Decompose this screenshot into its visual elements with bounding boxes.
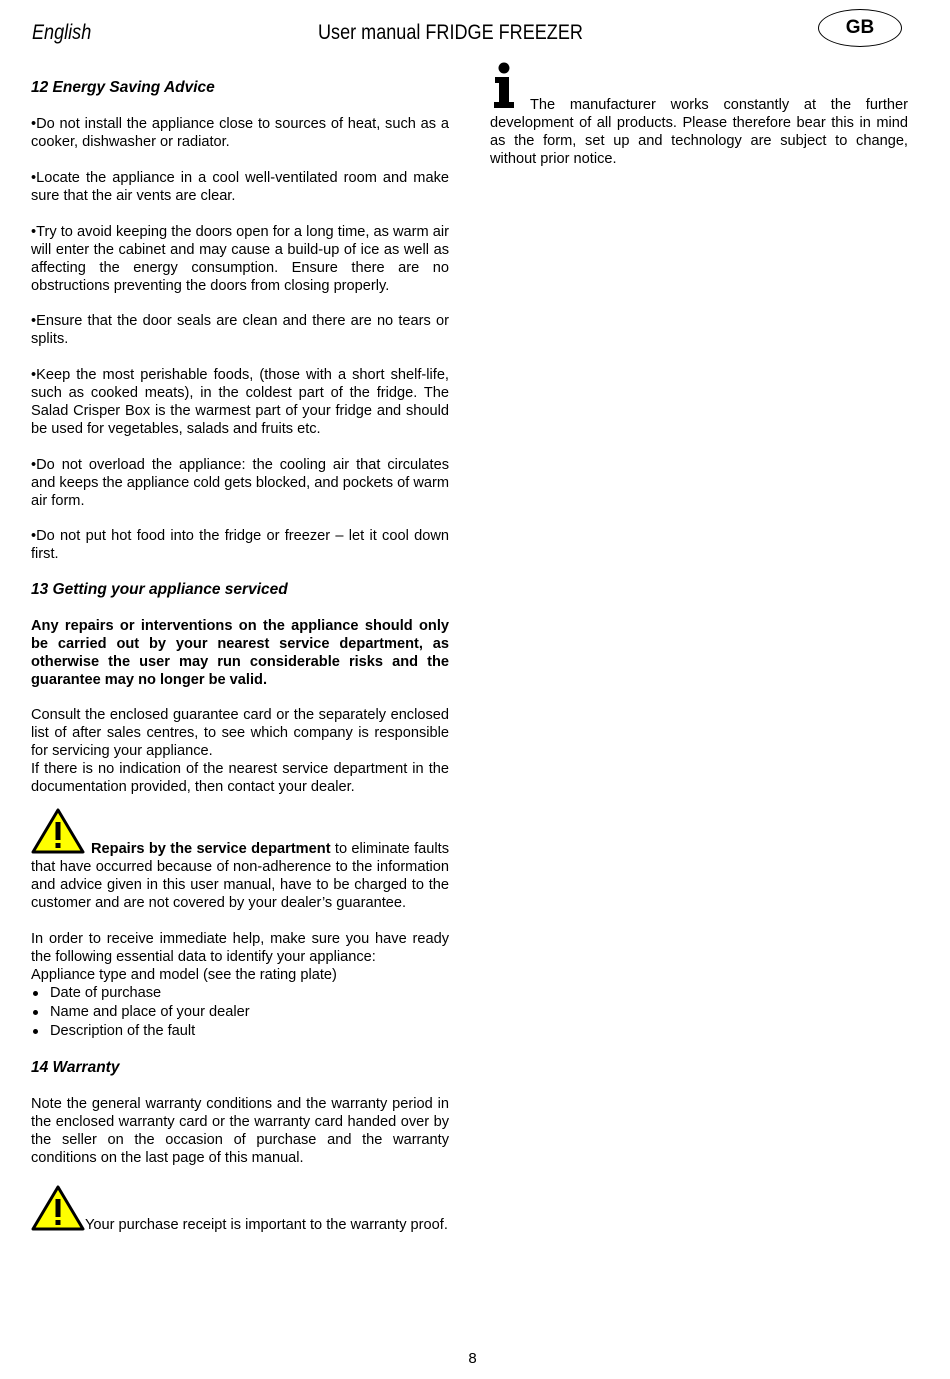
receipt-text: Your purchase receipt is important to the warranty proof. xyxy=(85,1217,448,1233)
energy-advice-1: •Do not install the appliance close to sources of heat, such as a cooker, dishwasher or radiator. xyxy=(31,116,449,150)
essential-data-list xyxy=(31,984,449,1041)
section-12-heading: 12 Energy Saving Advice xyxy=(31,79,215,96)
immediate-help-text: In order to receive immediate help, make sure you have ready the following essential data to identify your appliance: xyxy=(31,931,449,965)
section-13-heading: 13 Getting your appliance serviced xyxy=(31,581,288,598)
energy-advice-5: •Keep the most perishable foods, (those with a short shelf-life, such as cooked meats), in the coldest part of the fridge. The Salad Crisper Box is the warmest part of your fridge and should be used for vegetables, salads and fruits etc. xyxy=(31,367,449,437)
repairs-warning-block xyxy=(31,816,449,912)
warning-triangle-icon xyxy=(31,808,85,854)
energy-advice-2: •Locate the appliance in a cool well-ventilated room and make sure that the air vents are clear. xyxy=(31,170,449,204)
energy-advice-3: •Try to avoid keeping the doors open for a long time, as warm air will enter the cabinet and may cause a build-up of ice as well as affecting the energy consumption. Ensure there are no obstructions preventing the doors from closing properly. xyxy=(31,224,449,294)
info-note-text: The manufacturer works constantly at the further development of all products. Please therefore bear this in mind as the form, set up and technology are subject to change, without prior notice. xyxy=(490,97,908,167)
consult-guarantee-text: Consult the enclosed guarantee card or the separately enclosed list of after sales centres, to see which company is responsible for servicing your appliance. xyxy=(31,707,449,759)
repairs-bold-text: Repairs by the service department xyxy=(91,841,331,857)
right-column xyxy=(490,62,908,168)
energy-advice-7: •Do not put hot food into the fridge or freezer – let it cool down first. xyxy=(31,528,449,562)
left-column xyxy=(31,78,449,1234)
repairs-text: to eliminate faults that have occurred because of non-adherence to the information and advice given in this user manual, have to be charged to the customer and are not covered by your dealer’s guarantee. xyxy=(31,841,449,911)
service-warning: Any repairs or interventions on the appliance should only be carried out by your nearest service department, as otherwise the user may run considerable risks and the guarantee may no longer be valid. xyxy=(31,618,449,688)
energy-advice-4: •Ensure that the door seals are clean and there are no tears or splits. xyxy=(31,313,449,347)
receipt-warning-block xyxy=(31,1193,449,1234)
page-header xyxy=(0,0,950,60)
section-14-heading: 14 Warranty xyxy=(31,1059,120,1076)
appliance-type-text: Appliance type and model (see the rating plate) xyxy=(31,967,337,983)
list-item: Description of the fault xyxy=(31,1022,449,1041)
list-item: Name and place of your dealer xyxy=(31,1003,449,1022)
country-badge: GB xyxy=(818,9,902,47)
language-label: English xyxy=(32,21,92,44)
energy-advice-6: •Do not overload the appliance: the cooling air that circulates and keeps the appliance cold gets blocked, and pockets of warm air form. xyxy=(31,457,449,509)
page-number: 8 xyxy=(468,1350,477,1367)
no-indication-text: If there is no indication of the nearest service department in the documentation provided, then contact your dealer. xyxy=(31,761,449,795)
page-title: User manual FRIDGE FREEZER xyxy=(318,21,583,44)
info-icon xyxy=(492,62,516,108)
list-item: Date of purchase xyxy=(31,984,449,1003)
warranty-note-text: Note the general warranty conditions and the warranty period in the enclosed warranty card or the warranty card handed over by the seller on the occasion of purchase and the warranty conditions on the last page of this manual. xyxy=(31,1096,449,1166)
warning-triangle-icon xyxy=(31,1185,85,1231)
